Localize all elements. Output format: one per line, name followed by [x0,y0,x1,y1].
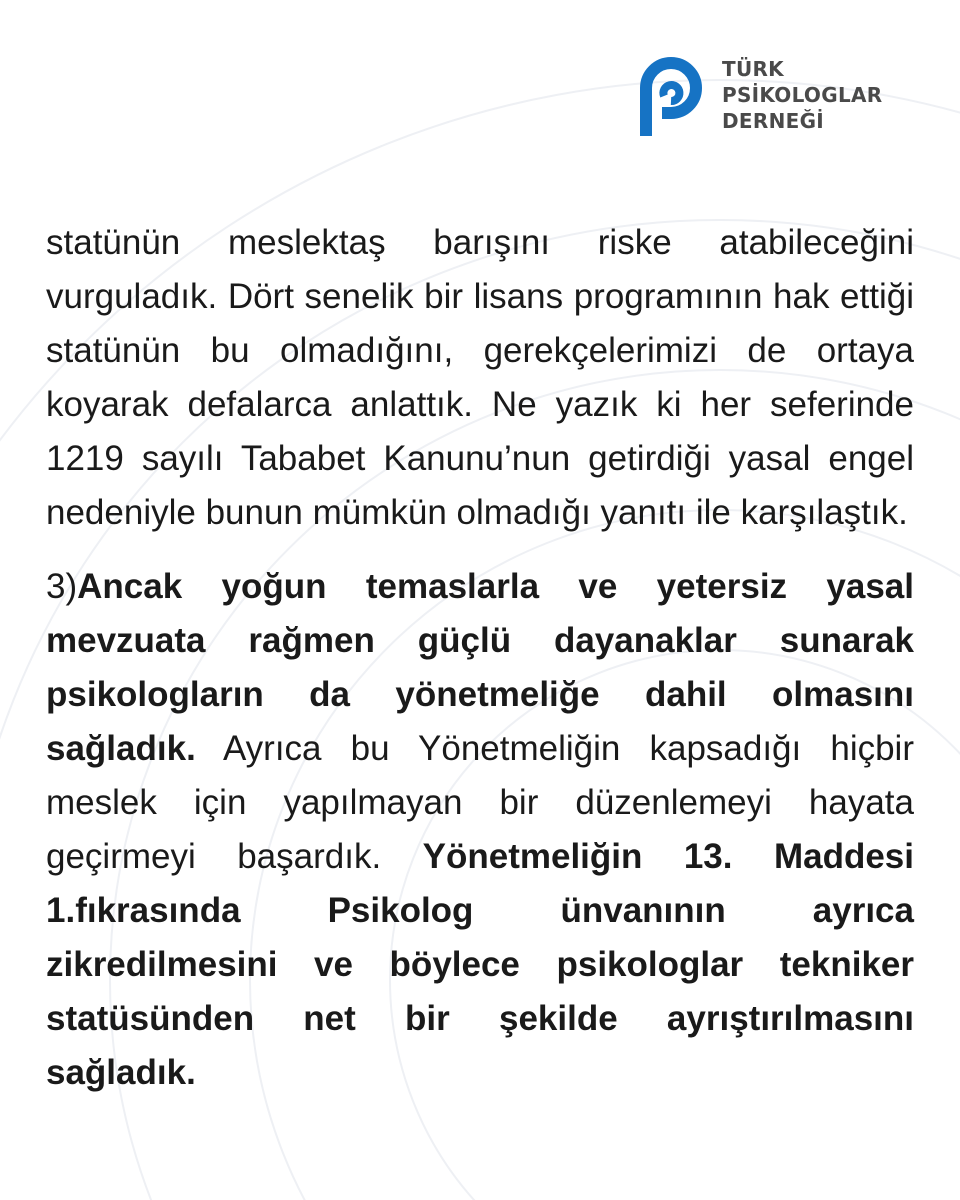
article-body [46,216,914,1100]
logo-line-1: TÜRK [722,57,784,81]
paragraph-1: statünün meslektaş barışını riske atabileceğini vurguladık. Dört senelik bir lisans programının hak ettiği statünün bu olmadığını, gerekçelerimizi de ortaya koyarak defalarca anlattık. Ne yazık ki her seferinde 1219 sayılı Tababet Kanunu’nun getirdiği yasal engel nedeniyle bunun mümkün olmadığı yanıtı ile karşılaştık. [46,223,914,532]
organization-logo [634,52,882,138]
tpd-p-logo-icon [634,52,708,138]
item-number: 3) [46,567,78,606]
paragraph-2 [46,560,914,1100]
logo-line-2: PSİKOLOGLAR [722,83,883,107]
logo-line-3: DERNEĞİ [722,109,825,133]
logo-wordmark [722,56,882,134]
bold-statement-1: Ancak yoğun temaslarla ve yetersiz yasal mevzuata rağmen güçlü dayanaklar sunarak psikologların da yönetmeliğe dahil olmasını sağladık. [46,567,914,768]
bold-statement-2: Yönetmeliğin 13. Maddesi 1.fıkrasında Psikolog ünvanının ayrıca zikredilmesini ve böylece psikologlar tekniker statüsünden net bir şekilde ayrıştırılmasını sağladık. [46,837,914,1092]
normal-text-1: Ayrıca bu Yönetmeliğin kapsadığı hiçbir meslek için yapılmayan bir düzenlemeyi hayata geçirmeyi başardık. [46,729,914,876]
